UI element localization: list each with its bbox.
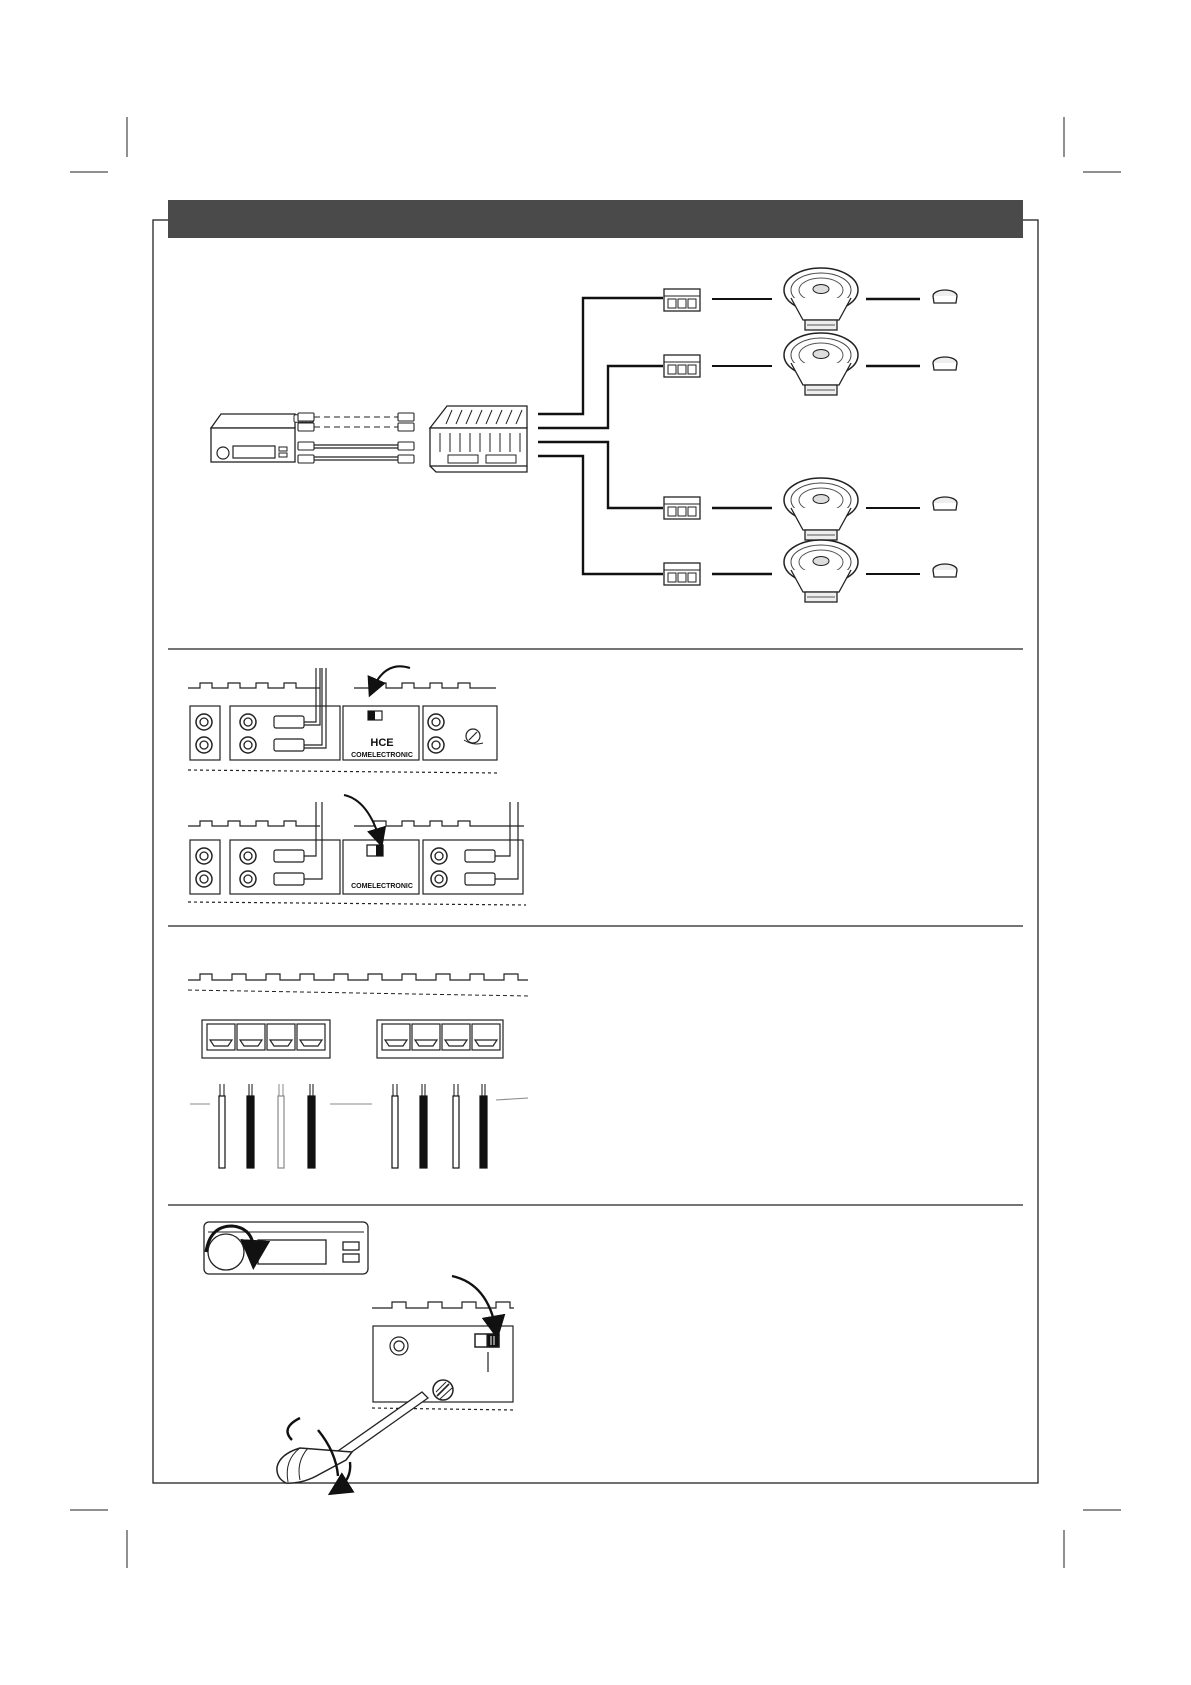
gain-control [372, 1276, 514, 1410]
crossover-icon [664, 497, 700, 519]
woofer-icon [784, 540, 858, 602]
amp-input-panel-2ch [188, 683, 500, 773]
amplifier-icon [430, 406, 527, 472]
woofer-icon [784, 478, 858, 540]
amp-input-panel-4ch [188, 821, 526, 905]
woofer-icon [784, 333, 858, 395]
head-unit-volume [204, 1222, 368, 1274]
rotate-arrow-icon [344, 795, 380, 840]
brand-logo [351, 737, 413, 759]
section-header-bar [168, 200, 1023, 238]
speaker-wires [190, 1084, 528, 1168]
brand-logo-mark: HCE [370, 737, 394, 749]
amp-input-panel-4ch-parts [196, 795, 518, 890]
crossover-icon [664, 563, 700, 585]
tweeter-icon [933, 290, 957, 303]
system-wiring-diagram [211, 268, 957, 602]
terminal-block-right [377, 1020, 503, 1058]
terminal-block-left [202, 1020, 330, 1058]
brand-logo-text: COMELECTRONIC [351, 752, 413, 759]
woofer-icon [784, 268, 858, 330]
rotate-arrow-icon [372, 666, 410, 690]
speaker-terminals-diagram [188, 974, 528, 1168]
gain-adjustment-diagram [204, 1222, 514, 1490]
head-unit-icon [211, 414, 295, 462]
crossover-icon [664, 289, 700, 311]
crossover-icon [664, 355, 700, 377]
brand-logo-text: COMELECTRONIC [351, 883, 413, 890]
rotate-arrow-icon [452, 1276, 496, 1330]
tweeter-icon [933, 497, 957, 510]
tweeter-icon [933, 564, 957, 577]
speaker-channel-2 [664, 333, 957, 395]
speaker-output-wires [538, 298, 663, 574]
screwdriver-icon [277, 1392, 428, 1490]
rca-cables [294, 413, 414, 463]
input-mode-switch-diagram [188, 666, 526, 905]
speaker-channel-4 [664, 540, 957, 602]
section-dividers [168, 649, 1023, 1205]
speaker-channel-3 [664, 478, 957, 540]
crop-marks [70, 117, 1121, 1568]
tweeter-icon [933, 357, 957, 370]
speaker-channel-1 [664, 268, 957, 330]
